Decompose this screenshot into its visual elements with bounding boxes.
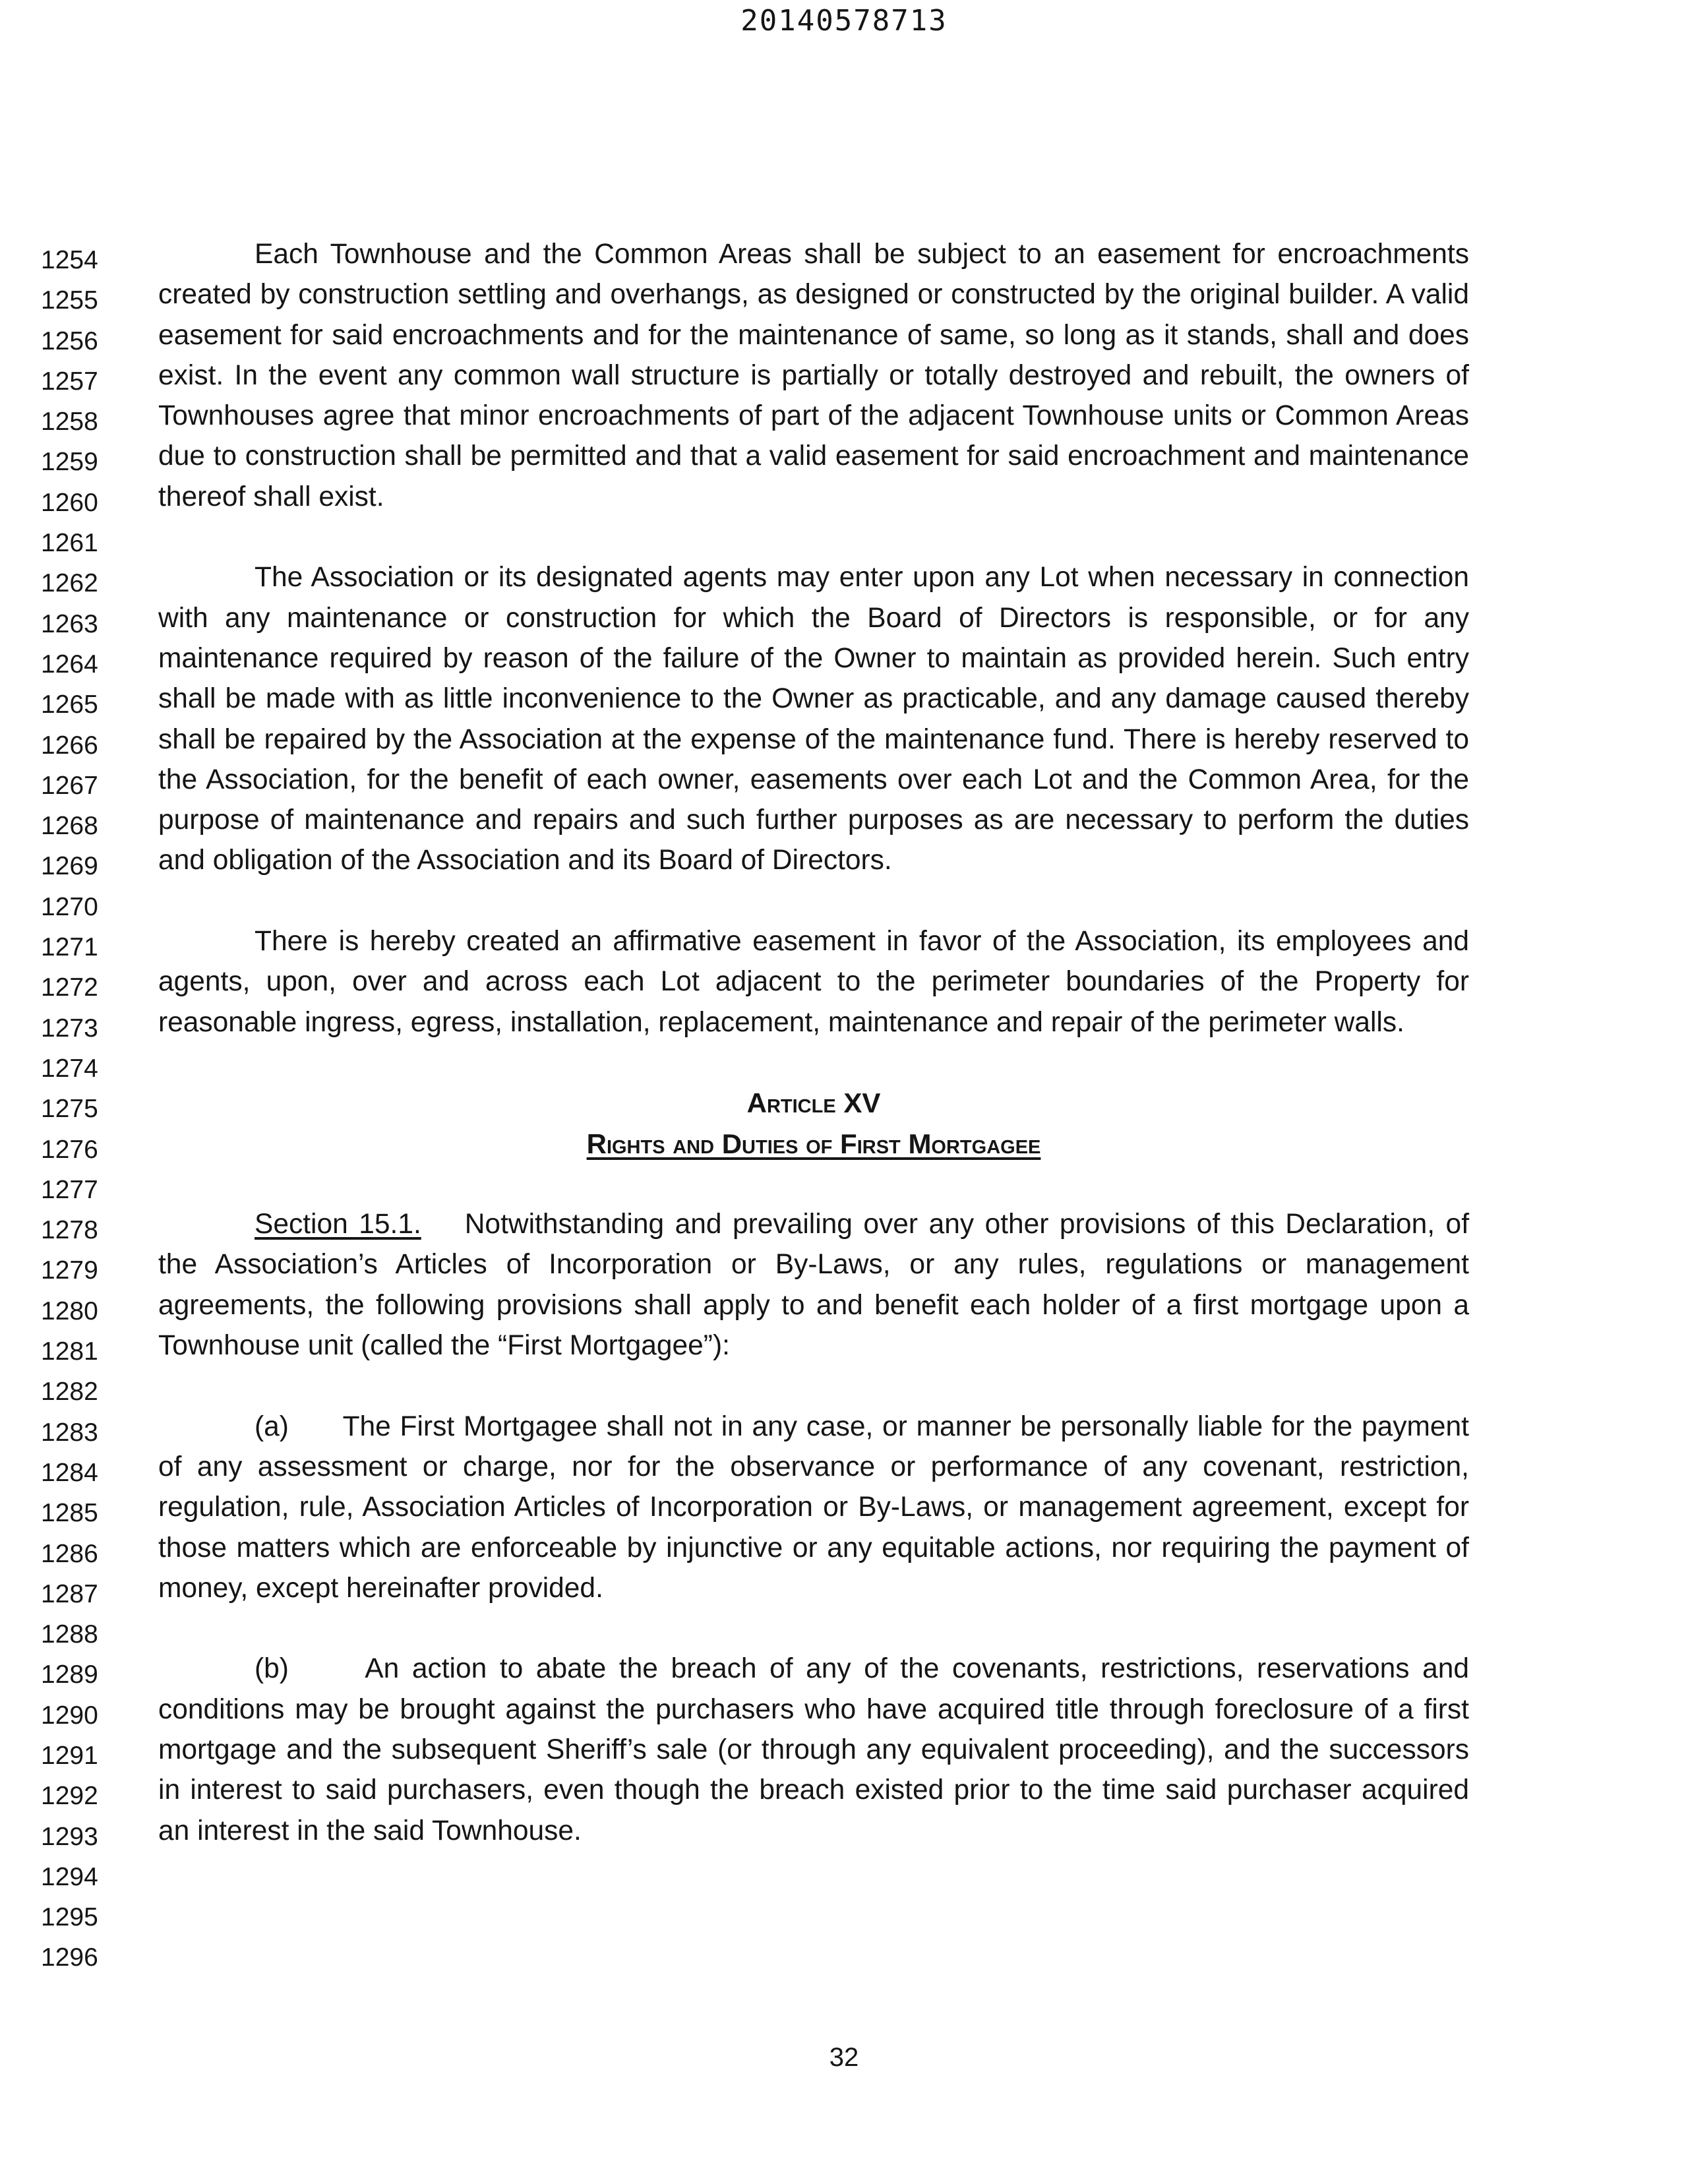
line-number: 1292	[41, 1782, 98, 1811]
line-number: 1280	[41, 1296, 98, 1325]
article-title	[158, 1083, 1469, 1123]
document-number: 20140578713	[740, 4, 948, 38]
line-number: 1283	[41, 1418, 98, 1447]
line-number: 1270	[41, 892, 98, 921]
section-label: Section 15.1.	[255, 1209, 421, 1240]
line-number: 1275	[41, 1095, 98, 1124]
line-number: 1272	[41, 973, 98, 1002]
document-body	[158, 234, 1469, 1851]
item-a-paragraph	[158, 1407, 1469, 1608]
line-number: 1256	[41, 326, 98, 355]
line-number: 1258	[41, 408, 98, 437]
item-b-label: (b)	[255, 1653, 289, 1685]
line-number: 1257	[41, 367, 98, 396]
line-number: 1263	[41, 609, 98, 638]
line-number: 1289	[41, 1660, 98, 1689]
line-number: 1269	[41, 852, 98, 881]
line-number: 1255	[41, 286, 98, 315]
blank-line	[158, 1164, 1469, 1204]
line-number: 1274	[41, 1054, 98, 1083]
line-number: 1266	[41, 731, 98, 760]
line-number: 1285	[41, 1499, 98, 1528]
item-a-label: (a)	[255, 1410, 289, 1442]
line-number: 1296	[41, 1943, 98, 1972]
line-number: 1279	[41, 1256, 98, 1285]
blank-line	[158, 1608, 1469, 1649]
line-number: 1273	[41, 1014, 98, 1043]
page-number: 32	[829, 2043, 859, 2072]
item-b-text: An action to abate the breach of any of the covenants, restrictions, reservations and conditions may be brought against the purchasers who have acquired title through foreclosure of a first mortgage and the subsequent Sheriff’s sale (or through any equivalent proceeding), and the successors in interest to said purchasers, even though the breach existed prior to the time said purchaser acquired an interest in the said Townhouse.	[158, 1653, 1469, 1846]
section-15-1-paragraph	[158, 1204, 1469, 1366]
line-number: 1284	[41, 1458, 98, 1487]
line-number: 1290	[41, 1701, 98, 1730]
blank-line	[158, 517, 1469, 557]
section-text: Notwithstanding and prevailing over any other provisions of this Declaration, of the Association’s Articles of Incorporation or By-Laws, or any rules, regulations or management agreements, the following provisions shall apply to and benefit each holder of a first mortgage upon a Townhouse unit (called the “First Mortgagee”):	[158, 1209, 1470, 1362]
line-number: 1268	[41, 812, 98, 841]
paragraph-maintenance-entry: The Association or its designated agents may enter upon any Lot when necessary in connection with any maintenance or construction for which the Board of Directors is responsible, or for any maintenance required by reason of the failure of the Owner to maintain as provided herein. Such entry shall be made with as little inconvenience to the Owner as practicable, and any damage caused thereby shall be repaired by the Association at the expense of the maintenance fund. There is hereby reserved to the Association, for the benefit of each owner, easements over each Lot and the Common Area, for the purpose of maintenance and repairs and such further purposes as are necessary to perform the duties and obligation of the Association and its Board of Directors.	[158, 562, 1469, 876]
item-b-paragraph	[158, 1649, 1469, 1850]
line-number: 1295	[41, 1903, 98, 1932]
line-number: 1265	[41, 690, 98, 719]
line-number-column	[41, 240, 133, 1978]
line-number: 1254	[41, 246, 98, 274]
line-number: 1264	[41, 650, 98, 679]
line-number: 1291	[41, 1741, 98, 1770]
line-number: 1262	[41, 569, 98, 598]
line-number: 1278	[41, 1216, 98, 1245]
line-number: 1267	[41, 771, 98, 800]
paragraph-encroachment-easement: Each Townhouse and the Common Areas shall be subject to an easement for encroachments created by construction settling and overhangs, as designed or constructed by the original builder. A valid easement for said encroachments and for the maintenance of same, so long as it stands, shall and does exist. In the event any common wall structure is partially or totally destroyed and rebuilt, the owners of Townhouses agree that minor encroachments of part of the adjacent Townhouse units or Common Areas due to construction shall be permitted and that a valid easement for said encroachment and maintenance thereof shall exist.	[158, 239, 1469, 512]
line-number: 1259	[41, 448, 98, 477]
blank-line	[158, 881, 1469, 921]
line-number: 1287	[41, 1579, 98, 1608]
line-number: 1276	[41, 1135, 98, 1164]
blank-line	[158, 1366, 1469, 1406]
line-number: 1288	[41, 1620, 98, 1649]
line-number: 1261	[41, 529, 98, 558]
article-subtitle	[158, 1124, 1469, 1164]
line-number: 1260	[41, 488, 98, 517]
line-number: 1286	[41, 1539, 98, 1568]
line-number: 1277	[41, 1175, 98, 1204]
line-number: 1281	[41, 1337, 98, 1366]
line-number: 1271	[41, 933, 98, 962]
blank-line	[158, 1043, 1469, 1083]
article-title-text: Article XV	[746, 1087, 881, 1119]
paragraph-affirmative-easement: There is hereby created an affirmative easement in favor of the Association, its employees and agents, upon, over and across each Lot adjacent to the perimeter boundaries of the Property for reasonable ingress, egress, installation, replacement, maintenance and repair of the perimeter walls.	[158, 926, 1469, 1038]
line-number: 1294	[41, 1862, 98, 1891]
article-subtitle-text: Rights and Duties of First Mortgagee	[586, 1128, 1041, 1159]
line-number: 1293	[41, 1822, 98, 1851]
line-number: 1282	[41, 1378, 98, 1407]
item-a-text: The First Mortgagee shall not in any case, or manner be personally liable for the payment of any assessment or charge, nor for the observance or performance of any covenant, restriction, regulation, rule, Association Articles of Incorporation or By-Laws, or management agreement, except for those matters which are enforceable by injunctive or any equitable actions, nor requiring the payment of money, except hereinafter provided.	[158, 1410, 1469, 1604]
